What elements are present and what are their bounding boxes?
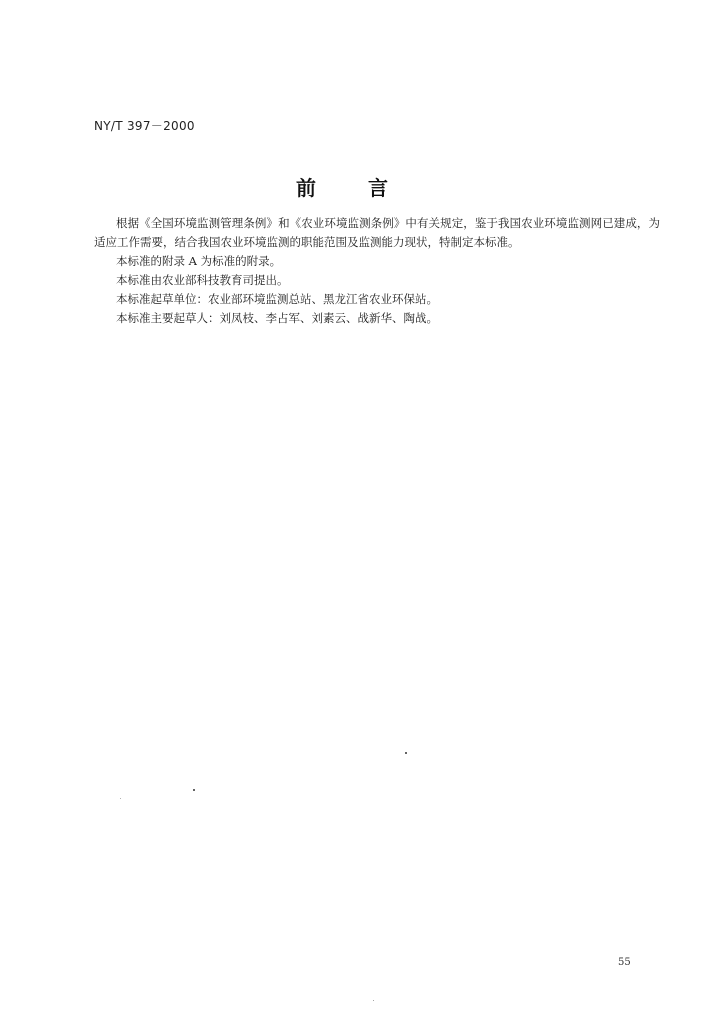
page-number: 55 (618, 957, 631, 968)
paragraph-drafting-units: 本标准起草单位：农业部环境监测总站、黑龙江省农业环保站。 (116, 292, 438, 306)
scan-speck (120, 798, 121, 799)
page-title: 前言 (296, 176, 440, 200)
paragraph-drafters: 本标准主要起草人：刘凤枝、李占军、刘素云、战新华、陶战。 (116, 311, 438, 325)
paragraph-basis: 根据《全国环境监测管理条例》和《农业环境监测条例》中有关规定，鉴于我国农业环境监测网已建成，为适应工作需要，结合我国农业环境监测的职能范围及监测能力现状，特制定本标准。 (94, 216, 660, 249)
scan-speck (373, 1000, 374, 1001)
preface-body (94, 214, 660, 328)
paragraph-proposer: 本标准由农业部科技教育司提出。 (116, 273, 289, 287)
scan-speck (405, 752, 407, 754)
standard-code: NY/T 397－2000 (94, 119, 195, 133)
paragraph-appendix: 本标准的附录 A 为标准的附录。 (116, 254, 282, 268)
scan-speck (193, 789, 195, 791)
